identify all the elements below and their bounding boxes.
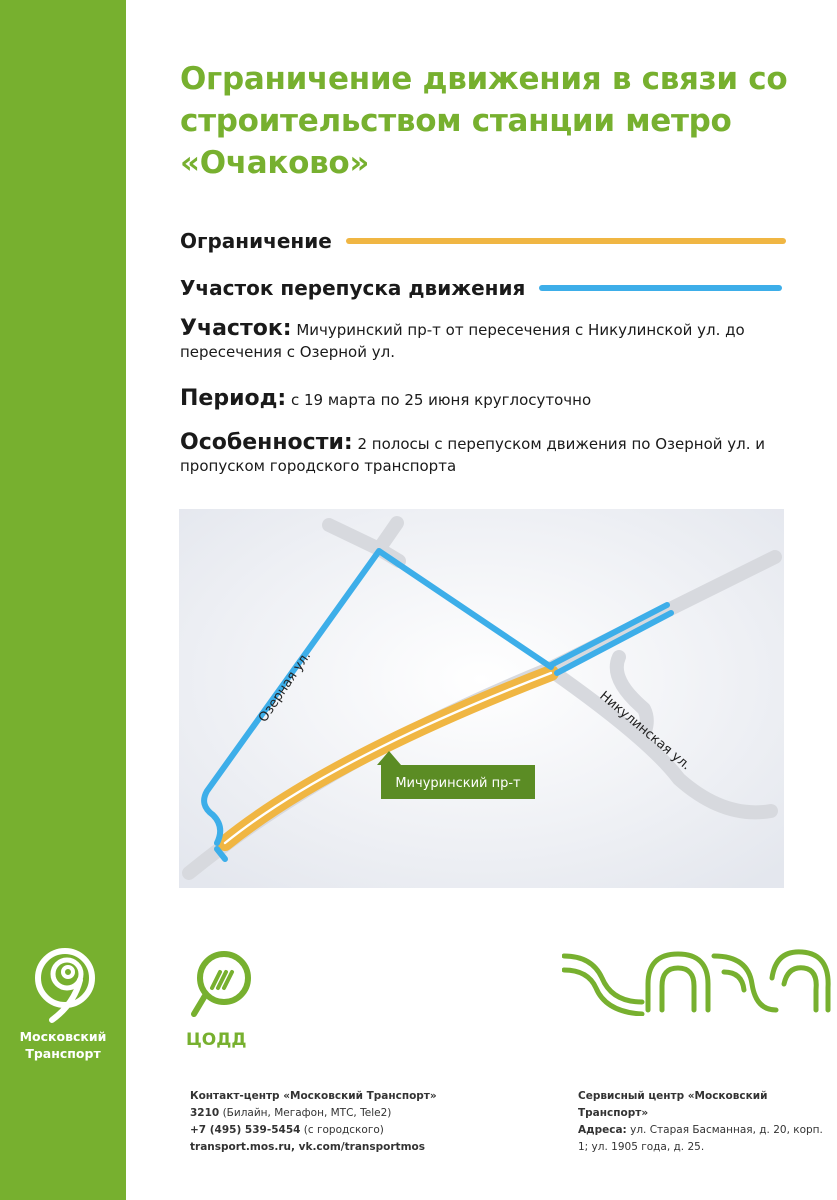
contact-web-link[interactable]: transport.mos.ru, vk.com/transportmos [190, 1141, 425, 1153]
sidebar [0, 0, 126, 1200]
street-label-nikulinskaya: Никулинская ул. [596, 688, 694, 774]
brand-line-2: Транспорт [25, 1046, 101, 1061]
info-period [180, 388, 780, 411]
legend-restriction-label: Ограничение [180, 229, 332, 253]
contact-short-row [190, 1105, 530, 1122]
legend-restriction [180, 226, 786, 256]
service-address-label: Адреса: [578, 1124, 627, 1136]
route-map-svg [179, 509, 784, 888]
contact-short-number: 3210 [190, 1107, 220, 1119]
info-features [180, 432, 780, 477]
street-label-michurinsky: Мичуринский пр-т [395, 776, 521, 791]
service-address-text: ул. Старая Басманная, д. 20, корп. 1; ул. 1905 года, д. 25. [578, 1124, 823, 1153]
page-title [180, 58, 810, 184]
legend-bypass-label: Участок перепуска движения [180, 276, 526, 300]
title-line-1: Ограничение движения в связи со [180, 61, 788, 97]
legend-restriction-line [346, 238, 786, 244]
info-section [180, 318, 780, 363]
contact-phone-note: (с городского) [303, 1124, 384, 1136]
title-line-2: строительством станции метро [180, 103, 732, 139]
features-label: Особенности: [180, 430, 353, 455]
section-text: Мичуринский пр-т от пересечения с Никулинской ул. до пересечения с Озерной ул. [180, 321, 745, 361]
period-label: Период: [180, 386, 287, 411]
legend-bypass-line [539, 285, 782, 291]
route-map [179, 509, 784, 888]
codd-label: ЦОДД [186, 1030, 247, 1050]
moscow-pattern-icon [562, 944, 832, 1016]
moscow-transport-logo-icon [22, 940, 108, 1026]
street-label-ozernaya: Озерная ул. [255, 648, 315, 726]
brand-name [0, 1028, 126, 1062]
title-line-3: «Очаково» [180, 145, 370, 181]
contact-short-note: (Билайн, Мегафон, МТС, Tele2) [222, 1107, 392, 1119]
contact-title: Контакт-центр «Московский Транспорт» [190, 1090, 437, 1102]
period-text: с 19 марта по 25 июня круглосуточно [290, 391, 592, 409]
legend-bypass [180, 273, 782, 303]
contact-phone-row [190, 1122, 530, 1139]
brand-line-1: Московский [19, 1029, 107, 1044]
service-address [578, 1122, 828, 1156]
service-title: Сервисный центр «Московский Транспорт» [578, 1090, 768, 1119]
contact-center [190, 1088, 530, 1156]
codd-logo-icon [186, 948, 258, 1020]
features-text: 2 полосы с перепуском движения по Озерной ул. и пропуском городского транспорта [180, 435, 766, 475]
section-label: Участок: [180, 316, 292, 341]
contact-phone[interactable]: +7 (495) 539-5454 [190, 1124, 301, 1136]
service-center [578, 1088, 828, 1156]
